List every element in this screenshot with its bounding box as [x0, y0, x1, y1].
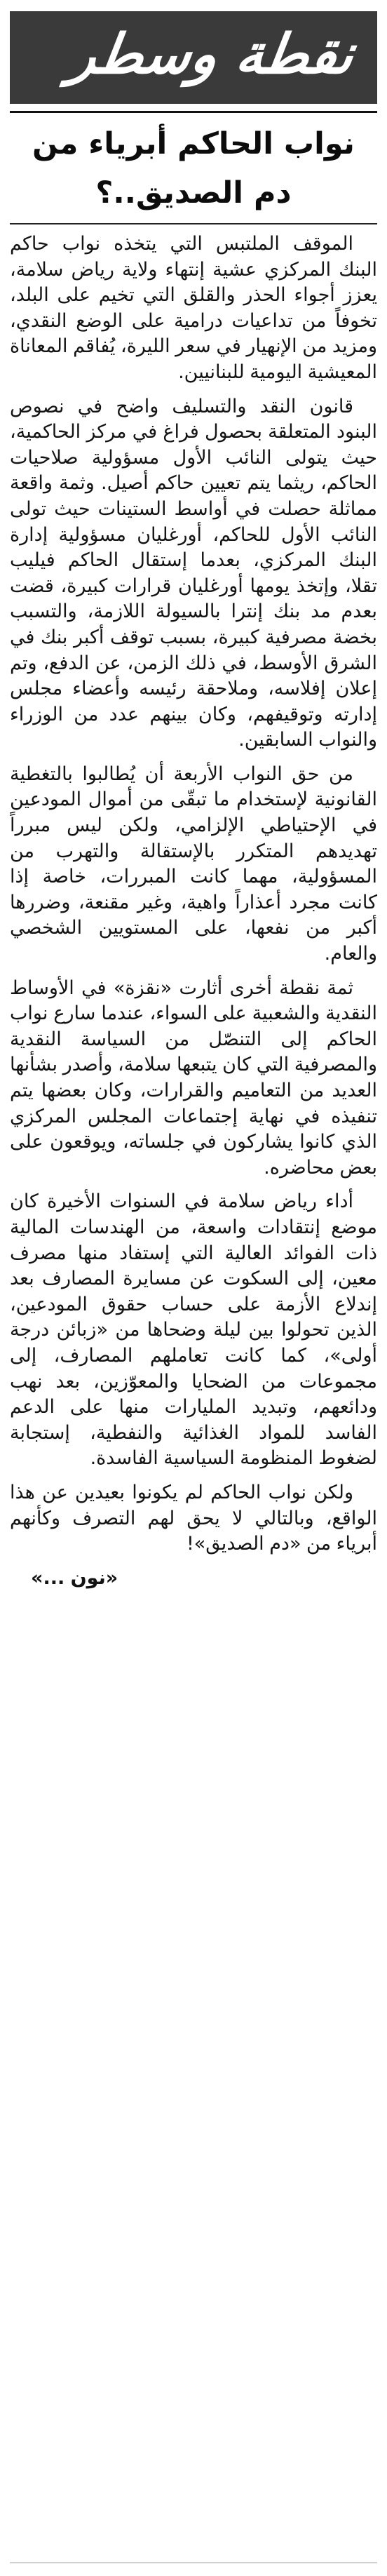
article-headline: نواب الحاكم أبرياء من دم الصديق..؟: [32, 126, 355, 210]
article-body: [10, 232, 377, 2547]
article-paragraph: من حق النواب الأربعة أن يُطالبوا بالتغطية القانونية لإستخدام ما تبقّى من أموال المودعين في الإحتياطي الإلزامي، ولكن ليس مبرراً تهديدهم المتكرر بالإستقالة والتهرب من المسؤولية، مهما كانت المبررات، خاصة إذا كانت مجرد أعذاراً واهية، وغير مقنعة، وضررها أكبر من نفعها، على المستويين الشخصي والعام.: [10, 763, 377, 965]
column-banner: [10, 11, 377, 104]
headline-divider: [10, 223, 377, 224]
article-paragraph: ولكن نواب الحاكم لم يكونوا بعيدين عن هذا الواقع، وبالتالي لا يحق لهم التصرف وكأنهم أبرياء من «دم الصديق»!: [10, 1481, 377, 1555]
bottom-divider: [10, 2562, 377, 2563]
column-name: نقطة وسطر: [65, 23, 358, 86]
article-signature: «نون ...»: [31, 1567, 118, 1589]
article-paragraph: ثمة نقطة أخرى أثارت «نقزة» في الأوساط النقدية والشعبية على السواء، عندما سارع نواب الحاكم إلى التنصّل من السياسة النقدية والمصرفية التي كان يتبعها سلامة، وأصدر بشأنها العديد من التعاميم والقرارات، وكان بعضها يتم تنفيذه في نهاية إجتماعات المجلس المركزي الذي كانوا يشاركون في جلساته، ويوقعون على بعض محاضره.: [10, 977, 377, 1179]
banner-divider: [10, 111, 377, 113]
article-paragraph: الموقف الملتبس التي يتخذه نواب حاكم البنك المركزي عشية إنتهاء ولاية رياض سلامة، يعزز أجواء الحذر والقلق التي تخيم على البلد، تخوفاً من تداعيات درامية على الوضع النقدي، ومزيد من الإنهيار في سعر الليرة، يُفاقم المعاناة المعيشية اليومية للبنانيين.: [10, 233, 377, 383]
article-paragraph: أداء رياض سلامة في السنوات الأخيرة كان موضع إنتقادات واسعة، من الهندسات المالية ذات الفوائد العالية التي إستفاد منها مصرف معين، إلى السكوت عن مسايرة المصارف بعد إندلاع الأزمة على حساب حقوق المودعين، الذين تحولوا بين ليلة وضحاها من «زبائن درجة أولى»، كما كانت تعاملهم المصارف، إلى مجموعات من الضحايا والمعوّزين، بعد نهب ودائعهم، وتبديد المليارات منها على الدعم الفاسد للمواد الغذائية والنفطية، إستجابة لضغوط المنظومة السياسية الفاسدة.: [10, 1190, 377, 1470]
article-paragraph: قانون النقد والتسليف واضح في نصوص البنود المتعلقة بحصول فراغ في مركز الحاكمية، حيث يتولى النائب الأول مسؤولية صلاحيات الحاكم، ريثما يتم تعيين حاكم أصيل. وثمة واقعة مماثلة حصلت في أواسط الستينات حيث تولى النائب الأول للحاكم، أورغليان مسؤولية إدارة البنك المركزي، بعدما إستقال الحاكم فيليب تقلا، وإتخذ يومها أورغليان قرارات كبيرة، قضت بعدم مد بنك إنترا بالسيولة اللازمة، والتسبب بخضة مصرفية كبيرة، بسبب توقف أكبر بنك في الشرق الأوسط، في ذلك الزمن، عن الدفع، وتم إعلان إفلاسه، وملاحقة رئيسه وأعضاء مجلس إدارته وتوقيفهم، وكان بينهم عدد من الوزراء والنواب السابقين.: [10, 395, 377, 751]
newspaper-column: [10, 0, 377, 2576]
